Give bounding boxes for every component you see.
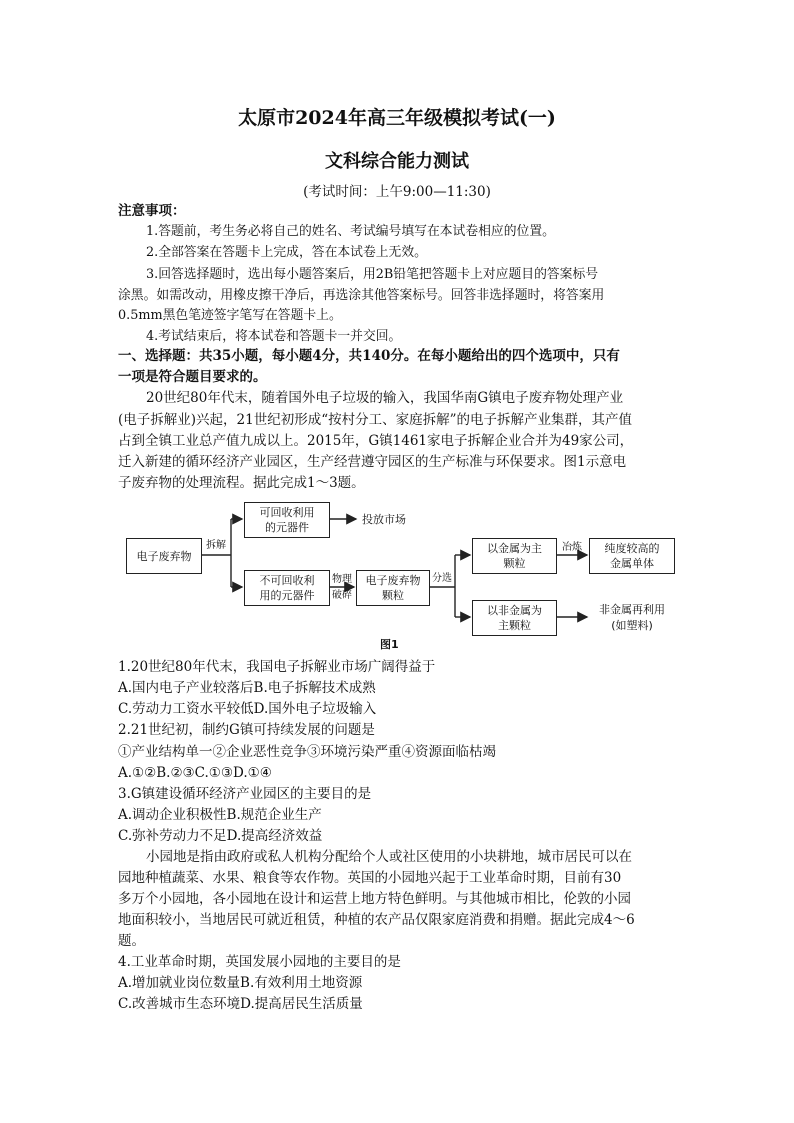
question-line: A.①②B.②③C.①③D.①④ xyxy=(118,765,272,781)
section-heading: 一、选择题：共35小题，每小题4分，共140分。在每小题给出的四个选项中，只有 xyxy=(118,348,620,364)
question-line: ①产业结构单一②企业恶性竞争③环境污染严重④资源面临枯竭 xyxy=(118,744,496,760)
sort-label: 分选 xyxy=(432,573,452,584)
question-line: A.调动企业积极性B.规范企业生产 xyxy=(118,807,322,823)
market-text: 投放市场 xyxy=(362,513,406,526)
dismantle-label: 拆解 xyxy=(206,540,226,551)
question-line: A.国内电子产业较落后B.电子拆解技术成熟 xyxy=(118,680,376,696)
metal-main-box: 以金属为主 颗粒 xyxy=(472,538,557,574)
plastic-text: (如塑料) xyxy=(611,619,653,632)
question-line: 4.工业革命时期，英国发展小园地的主要目的是 xyxy=(118,954,401,970)
passage2-line: 多万个小园地，各小园地在设计和运营上地方特色鲜明。与其他城市相比，伦敦的小园 xyxy=(118,891,631,907)
passage1-line: 迁入新建的循环经济产业园区，生产经营遵守园区的生产标准与环保要求。图1示意电 xyxy=(118,454,627,470)
exam-subtitle: 文科综合能力测试 xyxy=(325,151,469,172)
smelt-label: 冶炼 xyxy=(562,542,582,553)
notice-item: 涂黑。如需改动，用橡皮擦干净后，再选涂其他答案标号。回答非选择题时，将答案用 xyxy=(118,288,605,303)
question-line: A.增加就业岗位数量B.有效利用土地资源 xyxy=(118,975,363,991)
non-recyclable-box: 不可回收利 用的元器件 xyxy=(244,570,330,606)
notice-item: 1.答题前，考生务必将自己的姓名、考试编号填写在本试卷相应的位置。 xyxy=(146,224,555,239)
figure-caption: 图1 xyxy=(380,638,399,651)
question-line: 1.20世纪80年代末，我国电子拆解业市场广阔得益于 xyxy=(118,659,436,675)
passage1-line: (电子拆解业)兴起，21世纪初形成“按村分工、家庭拆解”的电子拆解产业集群，其产值 xyxy=(118,412,633,428)
question-line: C.弥补劳动力不足D.提高经济效益 xyxy=(118,828,323,844)
notice-item: 2.全部答案在答题卡上完成，答在本试卷上无效。 xyxy=(146,245,427,260)
notice-item: 0.5mm黑色笔迹签字笔写在答题卡上。 xyxy=(118,308,342,323)
e-waste-box: 电子废弃物 xyxy=(126,538,202,574)
flow-diagram xyxy=(118,494,676,652)
particles-box: 电子废弃物 颗粒 xyxy=(356,570,430,606)
physical-label: 物理 xyxy=(332,574,352,585)
section-heading-cont: 一项是符合题目要求的。 xyxy=(118,369,267,385)
question-line: C.劳动力工资水平较低D.国外电子垃圾输入 xyxy=(118,701,377,717)
passage2-line: 题。 xyxy=(118,933,145,949)
passage2-line: 地面积较小，当地居民可就近租赁，种植的农产品仅限家庭消费和捐赠。据此完成4～6 xyxy=(118,912,635,928)
question-line: C.改善城市生态环境D.提高居民生活质量 xyxy=(118,996,363,1012)
exam-title: 太原市2024年高三年级模拟考试(一) xyxy=(238,107,556,129)
nonmetal-main-box: 以非金属为 主颗粒 xyxy=(472,600,557,636)
passage1-line: 20世纪80年代末，随着国外电子垃圾的输入，我国华南G镇电子废弃物处理产业 xyxy=(146,390,624,406)
passage2-line: 园地种植蔬菜、水果、粮食等农作物。英国的小园地兴起于工业革命时期，目前有30 xyxy=(118,870,622,886)
passage1-line: 子废弃物的处理流程。据此完成1～3题。 xyxy=(118,475,365,491)
exam-time: (考试时间：上午9:00—11:30) xyxy=(303,184,491,200)
question-line: 3.G镇建设循环经济产业园区的主要目的是 xyxy=(118,786,372,802)
question-line: 2.21世纪初，制约G镇可持续发展的问题是 xyxy=(118,722,375,738)
notice-item: 3.回答选择题时，选出每小题答案后，用2B铅笔把答题卡上对应题目的答案标号 xyxy=(146,267,599,282)
passage1-line: 占到全镇工业总产值九成以上。2015年，G镇1461家电子拆解企业合并为49家公司， xyxy=(118,433,634,449)
notice-item: 4.考试结束后，将本试卷和答题卡一并交回。 xyxy=(146,329,402,344)
pure-metal-box: 纯度较高的 金属单体 xyxy=(589,538,675,574)
notice-heading: 注意事项： xyxy=(118,203,186,219)
nonmetal-reuse-text: 非金属再利用 xyxy=(599,603,665,616)
crush-label: 破碎 xyxy=(332,590,352,601)
passage2-line: 小园地是指由政府或私人机构分配给个人或社区使用的小块耕地，城市居民可以在 xyxy=(146,849,632,865)
recyclable-box: 可回收利用 的元器件 xyxy=(244,502,330,538)
